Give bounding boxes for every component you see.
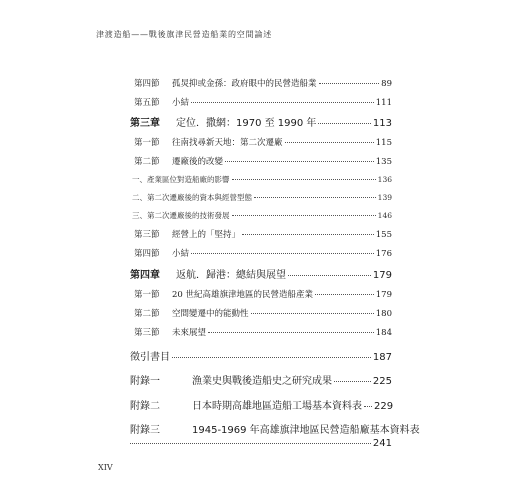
- toc-entry-page: 139: [377, 193, 392, 202]
- toc-entry-title: 一、產業區位對造船廠的影響: [132, 175, 230, 184]
- toc-entry-title: 經營上的「堅持」: [172, 230, 241, 240]
- toc-entry-title: 未來展望: [172, 328, 207, 338]
- toc-entry-page: 225: [372, 376, 392, 387]
- toc-backmatter: [130, 397, 392, 412]
- toc-entry: [130, 136, 392, 148]
- toc-entry: [130, 228, 392, 240]
- toc-entry-page: 136: [377, 175, 392, 184]
- toc-entry: [130, 96, 392, 108]
- toc-entry-number: 第四節: [134, 249, 160, 259]
- dot-leader: [334, 381, 371, 382]
- dot-leader: [364, 406, 372, 407]
- toc-entry-title: 徵引書目: [130, 352, 170, 363]
- toc-entry-number: 第二節: [134, 157, 160, 167]
- toc-entry-page: 176: [375, 249, 392, 259]
- toc-entry-number: 第五節: [134, 98, 160, 108]
- dot-leader: [232, 215, 376, 216]
- dot-leader: [318, 123, 370, 124]
- toc-entry-page: 179: [375, 290, 392, 300]
- toc-entry-title: 三、第二次遷廠後的技術發展: [132, 211, 230, 220]
- toc-entry-page: 135: [375, 157, 392, 167]
- toc-entry-title: 小結: [172, 98, 190, 108]
- toc-entry-page: 113: [372, 118, 392, 129]
- toc-backmatter-continuation: [130, 438, 392, 449]
- toc-entry-page: 179: [372, 270, 392, 281]
- toc-entry: [130, 77, 392, 89]
- toc-entry-title: 遷廠後的改變: [172, 157, 224, 167]
- toc-entry-number: 第三節: [134, 230, 160, 240]
- toc-entry-page: 115: [375, 138, 392, 148]
- toc-entry-title: 返航．歸港：總結與展望: [176, 270, 286, 281]
- toc-entry: [130, 326, 392, 338]
- toc-entry: [130, 307, 392, 319]
- toc-entry-title: 孤炅抑或金孫：政府眼中的民營造船業: [172, 79, 317, 89]
- toc-entry-page: 155: [375, 230, 392, 240]
- toc-subentry: [130, 174, 392, 185]
- toc-entry-page: 180: [375, 309, 392, 319]
- dot-leader: [315, 294, 374, 295]
- toc-entry-page: 241: [372, 438, 392, 449]
- toc-entry-number: 第一節: [134, 290, 160, 300]
- toc-entry-number: 附錄三: [130, 425, 160, 436]
- toc-entry-title: 1945-1969 年高雄旗津地區民營造船廠基本資料表: [192, 425, 420, 436]
- toc-backmatter: [130, 372, 392, 387]
- dot-leader: [254, 197, 376, 198]
- toc-entry-page: 229: [374, 401, 394, 412]
- dot-leader: [319, 83, 380, 84]
- toc-entry-number: 附錄一: [130, 376, 160, 387]
- toc-backmatter: [130, 421, 420, 436]
- dot-leader: [191, 102, 374, 103]
- dot-leader: [288, 275, 371, 276]
- toc-entry-page: 146: [377, 211, 392, 220]
- toc-chapter: [130, 114, 392, 129]
- dot-leader: [208, 332, 374, 333]
- toc-entry-number: 附錄二: [130, 401, 160, 412]
- toc-entry-number: 第一節: [134, 138, 160, 148]
- toc-entry-number: 第三章: [130, 118, 160, 129]
- toc-entry-title: 小結: [172, 249, 190, 259]
- toc-entry-number: 第二節: [134, 309, 160, 319]
- toc-entry-number: 第三節: [134, 328, 160, 338]
- toc-subentry: [130, 192, 392, 203]
- toc-entry-title: 空間變遷中的能動性: [172, 309, 249, 319]
- page-number: XIV: [98, 463, 113, 472]
- toc-backmatter: [130, 348, 392, 363]
- toc-entry-title: 漁業史與戰後造船史之研究成果: [192, 376, 332, 387]
- dot-leader: [130, 443, 371, 444]
- toc-entry: [130, 288, 392, 300]
- toc-entry-title: 往南找尋新天地：第二次遷廠: [172, 138, 283, 148]
- toc-chapter: [130, 266, 392, 281]
- toc-entry-title: 二、第二次遷廠後的資本與經營型態: [132, 193, 252, 202]
- toc-entry-page: 89: [381, 79, 392, 89]
- toc-entry-title: 定位．撒網：1970 至 1990 年: [176, 118, 317, 129]
- dot-leader: [285, 142, 374, 143]
- dot-leader: [251, 313, 374, 314]
- toc-entry-title: 20 世紀高雄旗津地區的民營造船產業: [172, 290, 314, 300]
- toc-entry-page: 187: [372, 352, 392, 363]
- toc-entry: [130, 247, 392, 259]
- running-header: 津渡造船——戰後旗津民營造船業的空間論述: [96, 30, 272, 39]
- dot-leader: [225, 161, 374, 162]
- toc-entry: [130, 155, 392, 167]
- toc-subentry: [130, 210, 392, 221]
- dot-leader: [191, 253, 374, 254]
- toc-entry-title: 日本時期高雄地區造船工場基本資料表: [192, 401, 362, 412]
- dot-leader: [242, 234, 374, 235]
- toc-entry-number: 第四章: [130, 270, 160, 281]
- toc-entry-number: 第四節: [134, 79, 160, 89]
- toc-entry-page: 111: [375, 98, 392, 108]
- dot-leader: [172, 357, 371, 358]
- dot-leader: [232, 179, 376, 180]
- toc-entry-page: 184: [375, 328, 392, 338]
